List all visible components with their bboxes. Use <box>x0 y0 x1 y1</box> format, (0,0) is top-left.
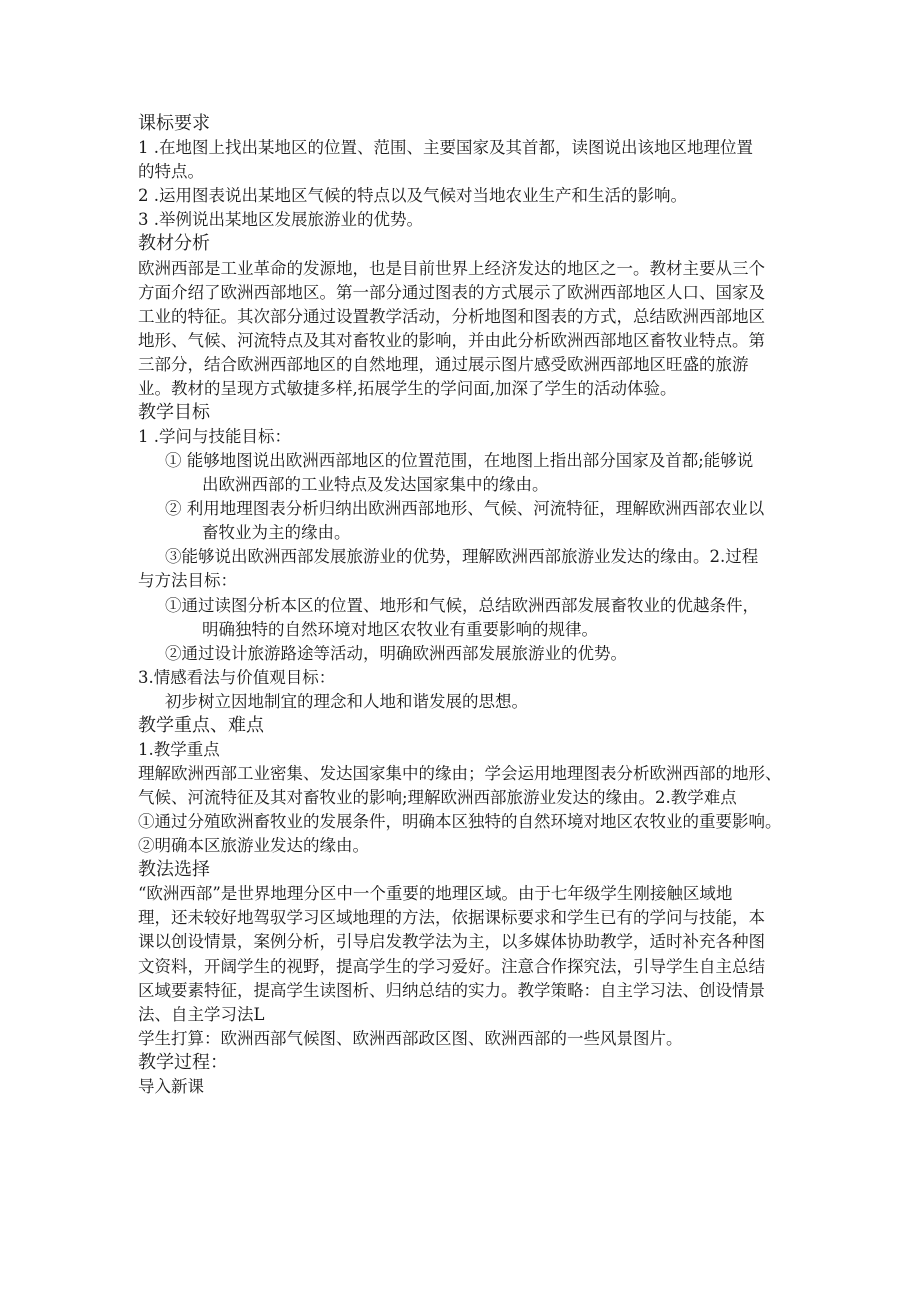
kebiao-item-1-cont: 的特点。 <box>138 162 204 181</box>
heading-mubiao: 教学目标 <box>138 402 210 423</box>
mubiao-goal-1-cont: 出欧洲西部的工业特点及发达国家集中的缘由。 <box>202 475 549 494</box>
kebiao-item-3: 3 .举例说出某地区发展旅游业的优势。 <box>138 210 423 229</box>
mubiao-goal-2-cont: 畜牧业为主的缘由。 <box>202 523 351 542</box>
kebiao-item-2: 2 .运用图表说出某地区气候的特点以及气候对当地农业生产和生活的影响。 <box>138 186 687 205</box>
mubiao-sub-1: 1 .学问与技能目标： <box>138 427 291 446</box>
kebiao-item-1: 1 .在地图上找出某地区的位置、范围、主要国家及其首都，读图说出该地区地理位置 <box>138 138 753 157</box>
heading-jiaocai: 教材分析 <box>138 233 210 254</box>
jiaocai-line: 地形、气候、河流特点及其对畜牧业的影响，并由此分析欧洲西部地区畜牧业特点。第 <box>138 331 765 350</box>
jiaofa-line: “欧洲西部”是世界地理分区中一个重要的地理区域。由于七年级学生刚接触区域地 <box>138 884 733 903</box>
jiaocai-line: 业。教材的呈现方式敏捷多样,拓展学生的学问面,加深了学生的活动体验。 <box>138 379 677 398</box>
mubiao-process-1: ①通过读图分析本区的位置、地形和气候，总结欧洲西部发展畜牧业的优越条件， <box>165 596 759 615</box>
heading-zhongdian: 教学重点、难点 <box>138 715 264 736</box>
mubiao-process-1-cont: 明确独特的自然环境对地区农牧业有重要影响的规律。 <box>202 620 598 639</box>
heading-guocheng: 教学过程： <box>138 1052 228 1073</box>
jiaofa-line: 理，还未较好地驾驭学习区域地理的方法，依据课标要求和学生已有的学问与技能，本 <box>138 908 765 927</box>
zhongdian-line: ①通过分殖欧洲畜牧业的发展条件，明确本区独特的自然环境对地区农牧业的重要影响。 <box>138 812 782 831</box>
jiaofa-line: 法、自主学习法L <box>138 1005 265 1024</box>
jiaocai-line: 工业的特征。其次部分通过设置教学活动，分析地图和图表的方式，总结欧洲西部地区 <box>138 307 765 326</box>
heading-jiaofa: 教法选择 <box>138 859 210 880</box>
zhongdian-line: 气候、河流特征及其对畜牧业的影响;理解欧洲西部旅游业发达的缘由。2.教学难点 <box>138 788 737 807</box>
jiaocai-line: 方面介绍了欧洲西部地区。第一部分通过图表的方式展示了欧洲西部地区人口、国家及 <box>138 283 765 302</box>
mubiao-emotion-1: 初步树立因地制宜的理念和人地和谐发展的思想。 <box>165 692 528 711</box>
jiaocai-line: 欧洲西部是工业革命的发源地，也是目前世界上经济发达的地区之一。教材主要从三个 <box>138 259 765 278</box>
mubiao-goal-1: ① 能够地图说出欧洲西部地区的位置范围，在地图上指出部分国家及首都;能够说 <box>165 451 754 470</box>
mubiao-sub-3: 3.情感看法与价值观目标： <box>138 668 336 687</box>
mubiao-process-2: ②通过设计旅游路途等活动，明确欧洲西部发展旅游业的优势。 <box>165 644 627 663</box>
jiaofa-line: 区域要素特征，提高学生读图析、归纳总结的实力。教学策略：自主学习法、创设情景 <box>138 981 765 1000</box>
jiaofa-line: 文资料，开阔学生的视野，提高学生的学习爱好。注意合作探究法，引导学生自主总结 <box>138 957 765 976</box>
jiaofa-line: 课以创设情景，案例分析，引导启发教学法为主，以多媒体协助教学，适时补充各种图 <box>138 932 765 951</box>
xuesheng-line: 学生打算：欧洲西部气候图、欧洲西部政区图、欧洲西部的一些风景图片。 <box>138 1029 683 1048</box>
heading-kebiao: 课标要求 <box>138 113 210 134</box>
guocheng-sub: 导入新课 <box>138 1077 204 1096</box>
zhongdian-line: 理解欧洲西部工业密集、发达国家集中的缘由；学会运用地理图表分析欧洲西部的地形、 <box>138 764 782 783</box>
zhongdian-sub-1: 1.教学重点 <box>138 740 220 759</box>
zhongdian-line: ②明确本区旅游业发达的缘由。 <box>138 836 369 855</box>
jiaocai-line: 三部分，结合欧洲西部地区的自然地理，通过展示图片感受欧洲西部地区旺盛的旅游 <box>138 355 749 374</box>
mubiao-goal-3: ③能够说出欧洲西部发展旅游业的优势，理解欧洲西部旅游业发达的缘由。2.过程 <box>165 547 759 566</box>
mubiao-goal-3-cont: 与方法目标： <box>138 571 237 590</box>
mubiao-goal-2: ② 利用地理图表分析归纳出欧洲西部地形、气候、河流特征，理解欧洲西部农业以 <box>165 499 765 518</box>
